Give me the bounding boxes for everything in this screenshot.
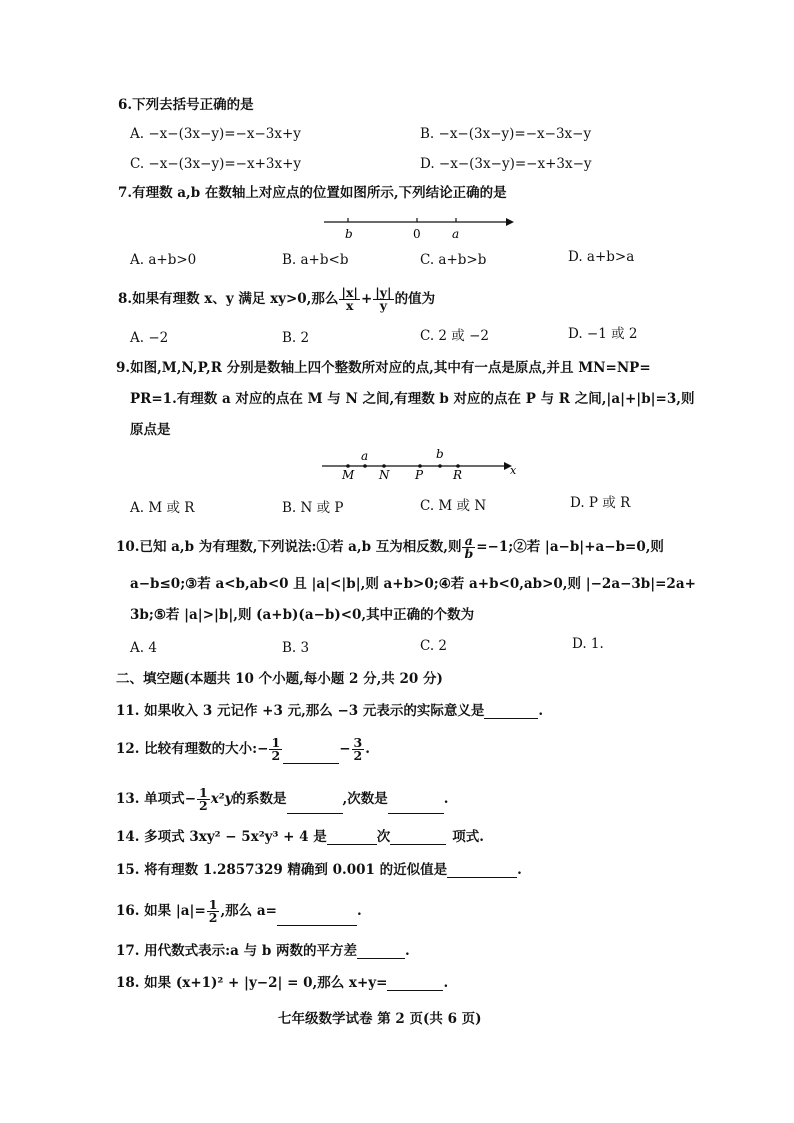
q9-option-b: B. N 或 P: [282, 500, 344, 516]
q8-option-d: D. −1 或 2: [568, 326, 638, 342]
q9-point-a: [363, 464, 367, 468]
q10-line1-pre: 10.已知 a,b 为有理数,下列说法:①若 a,b 互为相反数,则: [116, 539, 462, 555]
q12-f1-den: 2: [271, 748, 281, 763]
q7-option-d: D. a+b>a: [568, 249, 635, 265]
q9-label-b: b: [436, 448, 444, 461]
q9-label-p: P: [415, 468, 424, 482]
q13-f-num: 1: [199, 785, 208, 800]
q6-option-d: D. −x−(3x−y)=−x+3x−y: [420, 156, 592, 172]
q6-stem: 6.下列去括号正确的是: [118, 97, 254, 113]
q8-f2-num: |y|: [375, 285, 392, 300]
q15-pre: 15. 将有理数 1.2857329 精确到 0.001 的近似值是: [116, 862, 448, 878]
q10-option-b: B. 3: [282, 640, 310, 656]
q14-degree-blank[interactable]: [327, 830, 377, 845]
q7-option-b: B. a+b<b: [282, 252, 349, 268]
q8-f1-den: x: [345, 298, 354, 313]
q12-neg2: −: [339, 741, 351, 757]
q18-end: .: [443, 975, 449, 991]
q11-line: 11. 如果收入 3 元记作 +3 元,那么 −3 元表示的实际意义是 .: [116, 703, 544, 719]
q12-fraction-1: [269, 737, 282, 762]
q9-option-d: D. P 或 R: [570, 495, 631, 511]
q7-label-a: a: [452, 227, 460, 240]
q18-line: [116, 975, 448, 991]
q14-line: [116, 829, 484, 845]
q13-line: [116, 784, 448, 814]
q15-end: .: [517, 862, 522, 878]
q9-label-m: M: [342, 468, 355, 482]
q18-pre: 18. 如果 (x+1)² + |y−2| = 0,那么 x+y=: [116, 975, 388, 991]
q9-option-c: C. M 或 N: [420, 498, 487, 514]
q13-f-den: 2: [199, 798, 208, 813]
q12-pre: 12. 比较有理数的大小:: [116, 741, 258, 757]
q15-line: [116, 862, 522, 878]
q14-pre: 14. 多项式 3xy² − 5x²y³ + 4 是: [116, 829, 327, 845]
q13-mid: 的系数是: [232, 791, 287, 807]
q8-stem-pre: 8.如果有理数 x、y 满足 xy>0,那么: [118, 291, 339, 307]
q8-f2-den: y: [379, 298, 388, 313]
q8-option-c: C. 2 或 −2: [420, 328, 490, 344]
q7-axis-arrow: [506, 218, 514, 226]
q11-text: 11. 如果收入 3 元记作 +3 元,那么 −3 元表示的实际意义是: [116, 703, 485, 719]
q12-neg1: −: [257, 741, 269, 757]
q6-option-a: A. −x−(3x−y)=−x−3x+y: [130, 126, 301, 142]
q10-f-den: b: [464, 546, 474, 561]
q8-plus: +: [360, 291, 373, 307]
q9-number-line: [318, 448, 524, 482]
q7-option-c: C. a+b>b: [420, 252, 487, 268]
q8-option-a: A. −2: [130, 330, 169, 346]
q9-label-x: x: [510, 464, 517, 477]
q9-label-r: R: [453, 468, 463, 482]
q13-mid2: ,次数是: [342, 791, 388, 807]
q12-answer-blank[interactable]: [283, 749, 339, 764]
q8-option-b: B. 2: [282, 330, 310, 346]
q7-number-line: [318, 212, 518, 240]
q8-fraction-y: [373, 287, 393, 312]
q10-option-d: D. 1.: [572, 636, 604, 652]
q8-stem-post: 的值为: [394, 291, 436, 307]
q10-line3: 3b;⑤若 |a|>|b|,则 (a+b)(a−b)<0,其中正确的个数为: [130, 607, 475, 623]
q12-f2-num: 3: [353, 735, 363, 750]
q9-point-b: [438, 464, 442, 468]
page-footer: 七年级数学试卷 第 2 页(共 6 页): [278, 1011, 482, 1027]
q17-pre: 17. 用代数式表示:a 与 b 两数的平方差: [116, 943, 357, 959]
q10-line1: [116, 532, 664, 562]
q13-pre: 13. 单项式: [116, 791, 185, 807]
q16-fraction: [207, 899, 220, 924]
q13-fraction: [197, 787, 210, 812]
q16-end: .: [356, 903, 362, 919]
q9-label-a: a: [361, 449, 369, 463]
q13-neg: −: [184, 791, 196, 807]
q9-option-a: A. M 或 R: [130, 500, 195, 516]
section-2-heading: 二、填空题(本题共 10 个小题,每小题 2 分,共 20 分): [116, 671, 443, 687]
q10-line1-post: =−1;②若 |a−b|+a−b=0,则: [476, 539, 664, 555]
q16-pre: 16. 如果 |a|=: [116, 903, 206, 919]
q12-f1-num: 1: [271, 735, 281, 750]
q13-monomial: x²y: [210, 791, 233, 807]
q9-line3: 原点是: [130, 422, 171, 438]
q16-answer-blank[interactable]: [277, 911, 357, 926]
q12-end: .: [365, 741, 370, 757]
q14-post: 项式.: [452, 829, 484, 845]
q9-line2: PR=1.有理数 a 对应的点在 M 与 N 之间,有理数 b 对应的点在 P 与 R 之间,|a|+|b|=3,则: [130, 391, 695, 407]
q8-f1-num: |x|: [341, 285, 358, 300]
q17-line: [116, 943, 410, 959]
q14-mid: 次: [376, 829, 391, 845]
q11-answer-blank[interactable]: [484, 704, 538, 719]
q12-fraction-2: [352, 737, 365, 762]
q7-stem: 7.有理数 a,b 在数轴上对应点的位置如图所示,下列结论正确的是: [118, 185, 507, 201]
q17-end: .: [404, 943, 410, 959]
q10-fraction: [462, 535, 475, 560]
q14-terms-blank[interactable]: [390, 830, 446, 845]
q18-answer-blank[interactable]: [387, 976, 443, 991]
q10-line2: a−b≤0;③若 a<b,ab<0 且 |a|<|b|,则 a+b>0;④若 a+b<0,ab>0,则 |−2a−3b|=2a+: [130, 576, 696, 592]
q7-label-b: b: [345, 227, 353, 240]
q16-f-den: 2: [208, 910, 218, 925]
q13-coefficient-blank[interactable]: [287, 799, 343, 814]
q7-option-a: A. a+b>0: [130, 252, 197, 268]
q12-f2-den: 2: [353, 748, 363, 763]
q16-line: [116, 896, 362, 926]
q7-label-0: 0: [413, 227, 421, 240]
q9-line1: 9.如图,M,N,P,R 分别是数轴上四个整数所对应的点,其中有一点是原点,并且 MN=NP=: [116, 360, 651, 376]
q8-stem: [118, 284, 435, 314]
q10-option-a: A. 4: [130, 640, 157, 656]
q17-answer-blank[interactable]: [357, 944, 405, 959]
q16-f-num: 1: [208, 897, 218, 912]
q9-label-n: N: [379, 468, 390, 482]
q13-end: .: [443, 791, 449, 807]
q16-post: ,那么 a=: [220, 903, 277, 919]
q6-option-b: B. −x−(3x−y)=−x−3x−y: [420, 126, 592, 142]
q13-degree-blank[interactable]: [388, 799, 444, 814]
q12-line: [116, 734, 370, 764]
q6-option-c: C. −x−(3x−y)=−x+3x+y: [130, 156, 302, 172]
q15-answer-blank[interactable]: [447, 863, 517, 878]
q10-option-c: C. 2: [420, 638, 448, 654]
q8-fraction-x: [339, 287, 360, 312]
q10-f-num: a: [462, 535, 475, 548]
